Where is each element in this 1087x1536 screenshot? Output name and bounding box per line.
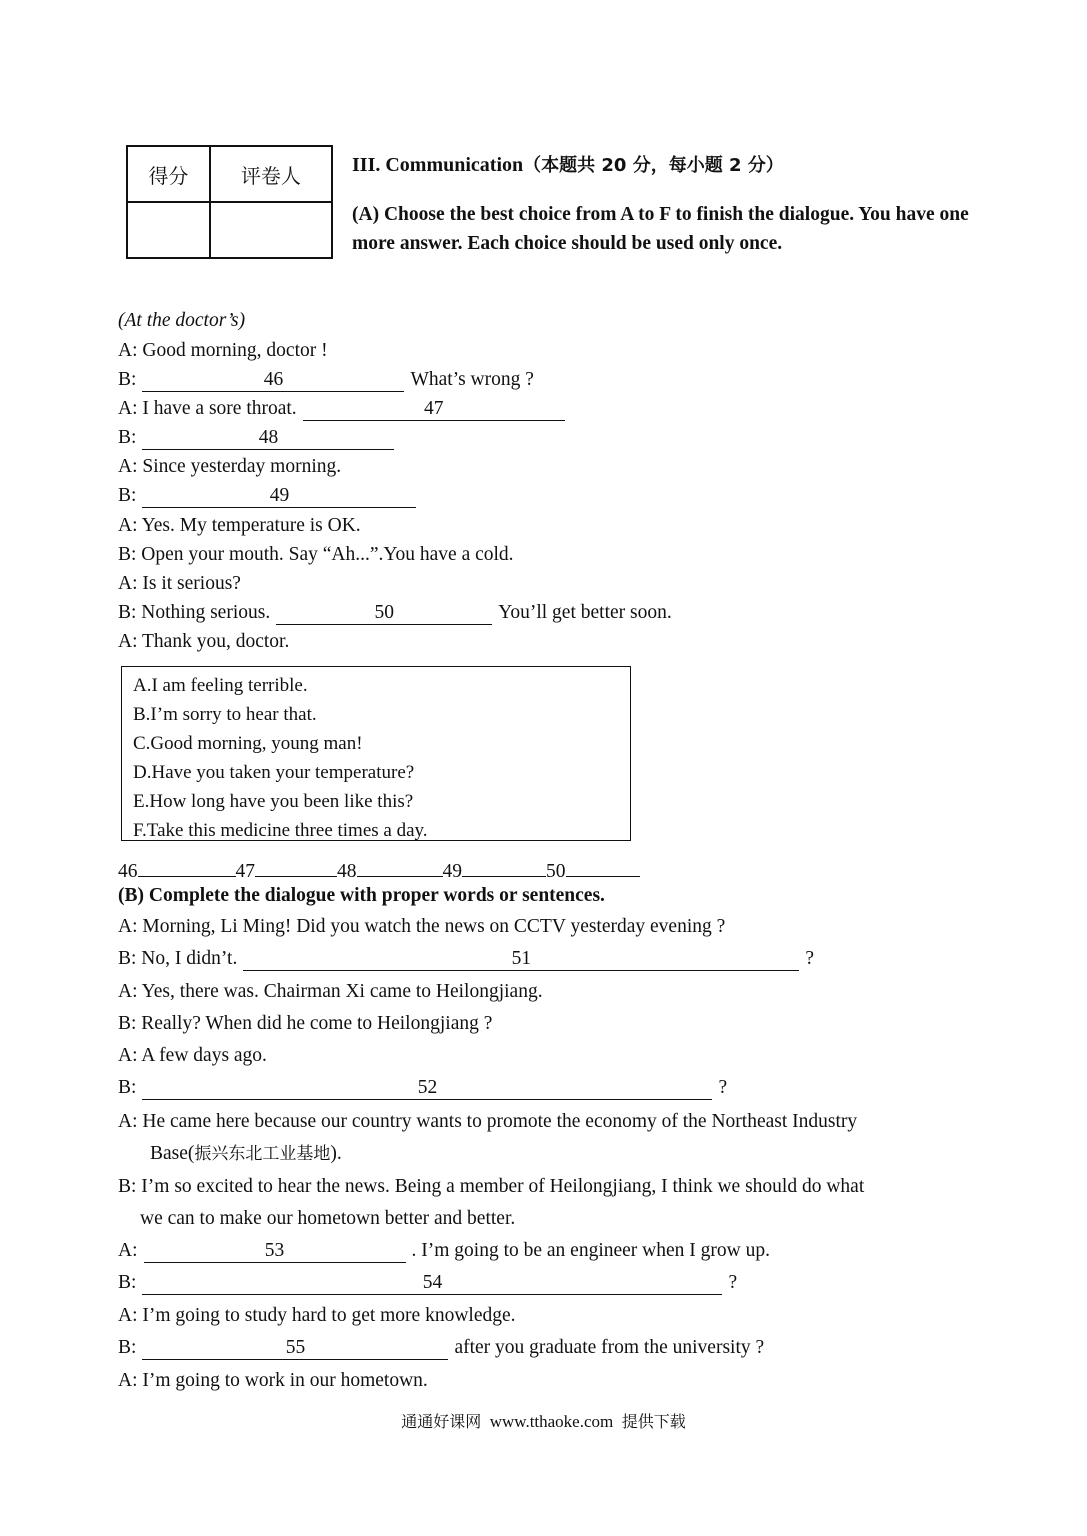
dialogue-line: A: Morning, Li Ming! Did you watch the news on CCTV yesterday evening ?: [118, 916, 726, 937]
option-b: B.I’m sorry to hear that.: [133, 704, 317, 725]
grader-cell[interactable]: [210, 202, 332, 258]
section-title: III. Communication（本题共 20 分，每小题 2 分）: [352, 154, 784, 176]
dialogue-line: A: I have a sore throat. 47: [118, 398, 571, 421]
dialogue-line: A: Yes, there was. Chairman Xi came to Heilongjiang.: [118, 981, 543, 1002]
page-footer: 通通好课网 www.tthaoke.com 提供下载: [401, 1412, 686, 1431]
dialogue-line: B: 49: [118, 485, 422, 508]
dialogue-line: B: 52 ?: [118, 1077, 728, 1098]
dialogue-line: A: Is it serious?: [118, 573, 241, 594]
footer-url[interactable]: www.tthaoke.com: [489, 1412, 614, 1431]
answer-blank-46[interactable]: [138, 854, 236, 877]
dialogue-line: A: I’m going to work in our hometown.: [118, 1370, 428, 1391]
dialogue-line: A: A few days ago.: [118, 1045, 267, 1066]
answer-blank-48[interactable]: [357, 854, 443, 877]
dialogue-line: B: 54 ?: [118, 1272, 738, 1293]
dialogue-line: A: Thank you, doctor.: [118, 631, 290, 652]
blank-46[interactable]: 46: [142, 369, 404, 392]
answer-row: 46 47 48 49 50: [118, 854, 640, 883]
blank-47[interactable]: 47: [303, 398, 565, 421]
part-b-instruction: (B) Complete the dialogue with proper words or sentences.: [118, 885, 605, 906]
option-f: F.Take this medicine three times a day.: [133, 820, 428, 841]
dialogue-setting: (At the doctor’s): [118, 310, 246, 331]
dialogue-line: B: Open your mouth. Say “Ah...”.You have a cold.: [118, 544, 514, 565]
blank-49[interactable]: 49: [142, 485, 416, 508]
dialogue-paragraph: A: He came here because our country wants to promote the economy of the Northeast Industry Base(振兴东北工业基地).: [118, 1111, 858, 1164]
answer-blank-50[interactable]: [566, 854, 640, 877]
dialogue-line: B: No, I didn’t. 51 ?: [118, 948, 815, 969]
blank-50[interactable]: 50: [276, 602, 492, 625]
blank-48[interactable]: 48: [142, 427, 394, 450]
dialogue-paragraph: B: I’m so excited to hear the news. Being a member of Heilongjiang, I think we should do what we can to make our hometown better and better.: [118, 1176, 865, 1229]
answer-blank-47[interactable]: [255, 854, 337, 877]
option-d: D.Have you taken your temperature?: [133, 762, 415, 783]
dialogue-line: A: 53 . I’m going to be an engineer when I grow up.: [118, 1240, 770, 1261]
dialogue-line: B: 55 after you graduate from the university ?: [118, 1337, 765, 1358]
dialogue-line: B: 46 What’s wrong ?: [118, 369, 534, 390]
part-a-instruction: (A) Choose the best choice from A to F to finish the dialogue. You have one more answer. Each choice should be used only once.: [352, 204, 969, 254]
blank-51[interactable]: 51: [243, 948, 799, 971]
blank-52[interactable]: 52: [142, 1077, 712, 1100]
answer-blank-49[interactable]: [462, 854, 546, 877]
dialogue-line: B: Really? When did he come to Heilongjiang ?: [118, 1013, 493, 1034]
dialogue-line: A: I’m going to study hard to get more knowledge.: [118, 1305, 516, 1326]
options-box: [121, 666, 631, 841]
score-cell[interactable]: [127, 202, 210, 258]
option-c: C.Good morning, young man!: [133, 733, 363, 754]
score-table: [126, 145, 333, 259]
score-label: 得分: [127, 146, 210, 202]
dialogue-line: A: Yes. My temperature is OK.: [118, 515, 361, 536]
dialogue-line: B: 48: [118, 427, 400, 450]
dialogue-line: B: Nothing serious. 50 You’ll get better soon.: [118, 602, 672, 623]
option-a: A.I am feeling terrible.: [133, 675, 308, 696]
blank-55[interactable]: 55: [142, 1337, 448, 1360]
dialogue-line: A: Good morning, doctor !: [118, 340, 328, 361]
dialogue-line: A: Since yesterday morning.: [118, 456, 342, 477]
grader-label: 评卷人: [210, 146, 332, 202]
blank-54[interactable]: 54: [142, 1272, 722, 1295]
blank-53[interactable]: 53: [144, 1240, 406, 1263]
option-e: E.How long have you been like this?: [133, 791, 414, 812]
